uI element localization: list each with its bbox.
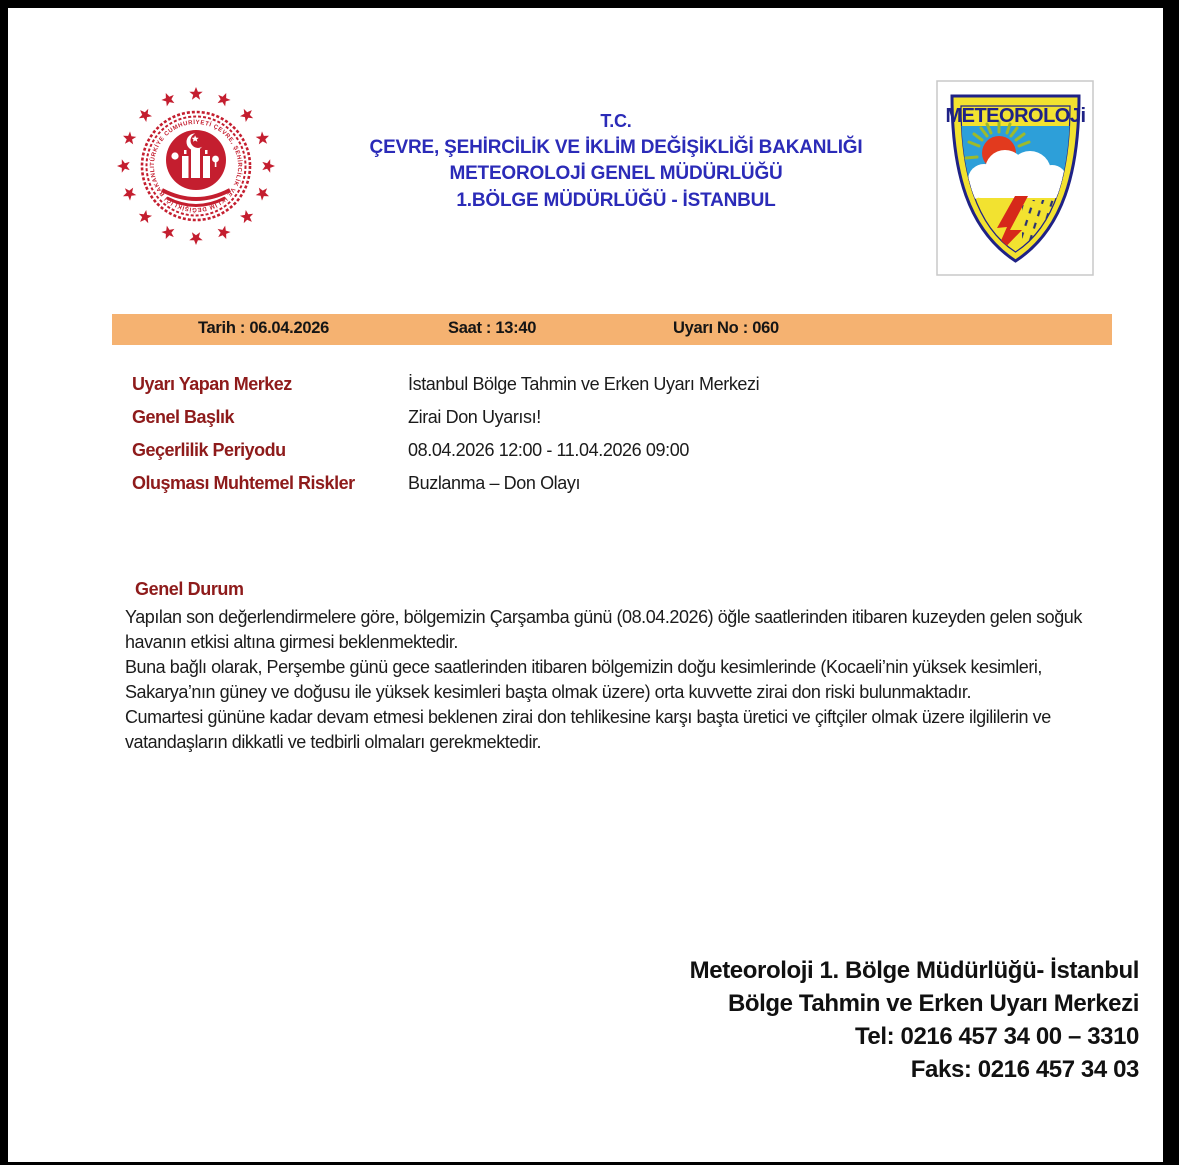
header-tc: T.C. — [600, 111, 632, 131]
ministry-seal-logo — [110, 84, 282, 248]
field-value: Buzlanma – Don Olayı — [408, 473, 581, 493]
header-ministry: ÇEVRE, ŞEHİRCİLİK VE İKLİM DEĞİŞİKLİĞİ BAKANLIĞI — [369, 136, 863, 158]
ministry-seal-icon — [110, 84, 282, 248]
warning-fields — [132, 374, 1112, 506]
meteoroloji-shield-icon — [936, 80, 1094, 276]
field-row-general-title — [132, 407, 1112, 427]
seal-circular-text: TÜRKİYE CUMHURİYETİ ÇEVRE, ŞEHİRCİLİK VE İKLİM DEĞİŞİKLİĞİ BAKANLIĞI — [113, 84, 243, 213]
field-row-issuing-center — [132, 374, 1112, 394]
paragraph: Yapılan son değerlendirmelere göre, bölgemizin Çarşamba günü (08.04.2026) öğle saatlerinden itibaren kuzeyden gelen soğuk havanın etkisi altına girmesi beklenmektedir. — [125, 607, 1082, 652]
field-row-possible-risks — [132, 473, 1112, 493]
info-bar-date: Tarih : 06.04.2026 — [198, 319, 329, 337]
footer-center: Bölge Tahmin ve Erken Uyarı Merkezi — [727, 990, 1139, 1017]
meteoroloji-shield-logo — [936, 80, 1094, 276]
field-row-validity-period — [132, 440, 1112, 460]
paragraph: Cumartesi gününe kadar devam etmesi beklenen zirai don tehlikesine karşı başta üretici ve çiftçiler olmak üzere ilgililerin ve vatandaşların dikkatli ve tedbirli olmaları gerekmektedir. — [125, 707, 1051, 752]
footer-contact-block — [690, 954, 1139, 1086]
field-label: Genel Başlık — [132, 407, 235, 427]
footer-office: Meteoroloji 1. Bölge Müdürlüğü- İstanbul — [689, 957, 1139, 984]
field-label: Oluşması Muhtemel Riskler — [132, 473, 355, 493]
info-bar-time: Saat : 13:40 — [448, 319, 537, 337]
shield-title-text: METEOROLOJi — [945, 105, 1086, 127]
header-directorate: METEOROLOJİ GENEL MÜDÜRLÜĞÜ — [449, 163, 783, 184]
footer-phone: Tel: 0216 457 34 00 – 3310 — [854, 1023, 1139, 1050]
field-label: Geçerlilik Periyodu — [132, 440, 286, 460]
info-bar-warning-no: Uyarı No : 060 — [673, 319, 779, 337]
paragraph: Buna bağlı olarak, Perşembe günü gece saatlerinden itibaren bölgemizin doğu kesimlerinde (Kocaeli’nin yüksek kesimleri, Sakarya’nın güney ve doğusu ile yüksek kesimleri başta olmak üzere) orta kuvvette zirai don riski bulunmaktadır. — [125, 657, 1042, 702]
document-header — [292, 108, 940, 214]
general-situation-heading: Genel Durum — [135, 579, 244, 599]
general-situation-body — [125, 605, 1135, 755]
field-value: İstanbul Bölge Tahmin ve Erken Uyarı Merkezi — [408, 374, 760, 394]
field-value: 08.04.2026 12:00 - 11.04.2026 09:00 — [408, 440, 689, 460]
footer-fax: Faks: 0216 457 34 03 — [910, 1056, 1139, 1083]
field-label: Uyarı Yapan Merkez — [132, 374, 292, 394]
info-bar — [112, 314, 1112, 345]
header-region: 1.BÖLGE MÜDÜRLÜĞÜ - İSTANBUL — [456, 189, 776, 211]
seal-center-emblem — [162, 130, 230, 206]
field-value: Zirai Don Uyarısı! — [408, 407, 541, 427]
